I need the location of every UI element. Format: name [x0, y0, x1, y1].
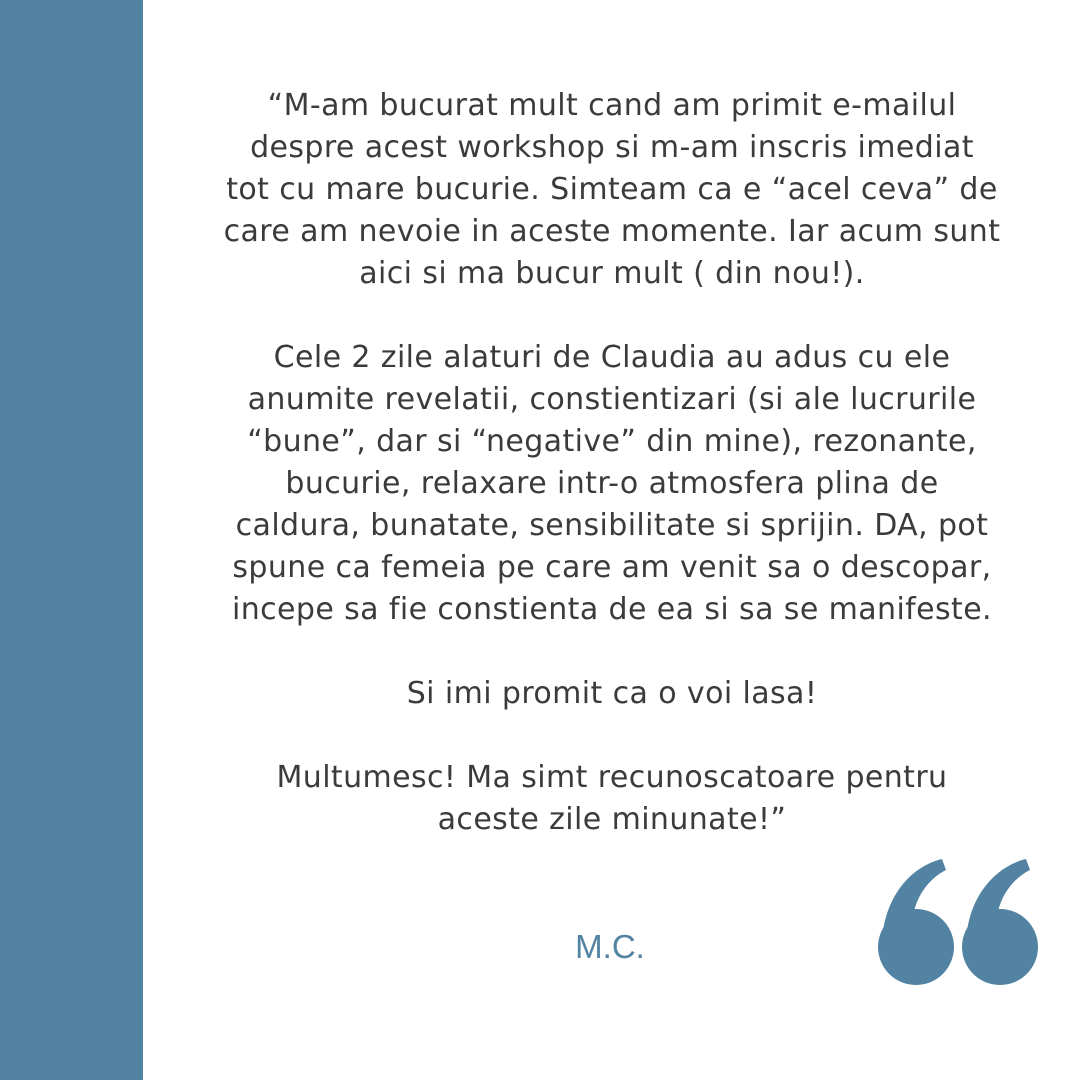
- testimonial-paragraph-3: [176, 673, 1048, 715]
- testimonial-paragraph-4: [176, 757, 1048, 841]
- testimonial-line: aici si ma bucur mult ( din nou!).: [359, 256, 865, 291]
- accent-sidebar-bar: [0, 0, 143, 1080]
- testimonial-line: bucurie, relaxare intr-o atmosfera plina de: [285, 466, 939, 501]
- testimonial-line: aceste zile minunate!”: [437, 802, 787, 837]
- testimonial-text: [176, 85, 1048, 841]
- testimonial-line: Multumesc! Ma simt recunoscatoare pentru: [276, 760, 948, 795]
- testimonial-paragraph-1: [176, 85, 1048, 295]
- testimonial-line: Si imi promit ca o voi lasa!: [406, 676, 818, 711]
- quotation-marks-icon: [876, 858, 1044, 988]
- testimonial-line: caldura, bunatate, sensibilitate si sprijin. DA, pot: [235, 508, 989, 543]
- testimonial-line: tot cu mare bucurie. Simteam ca e “acel ceva” de: [226, 172, 998, 207]
- testimonial-line: incepe sa fie constienta de ea si sa se manifeste.: [232, 592, 992, 627]
- testimonial-line: despre acest workshop si m-am inscris imediat: [250, 130, 974, 165]
- testimonial-line: Cele 2 zile alaturi de Claudia au adus cu ele: [273, 340, 951, 375]
- testimonial-line: “bune”, dar si “negative” din mine), rezonante,: [247, 424, 977, 459]
- testimonial-line: care am nevoie in aceste momente. Iar acum sunt: [223, 214, 1001, 249]
- testimonial-line: spune ca femeia pe care am venit sa o descopar,: [232, 550, 992, 585]
- testimonial-line: anumite revelatii, constientizari (si ale lucrurile: [247, 382, 977, 417]
- author-signature: M.C.: [575, 928, 645, 965]
- testimonial-line: “M-am bucurat mult cand am primit e-mailul: [267, 88, 957, 123]
- testimonial-paragraph-2: [176, 337, 1048, 631]
